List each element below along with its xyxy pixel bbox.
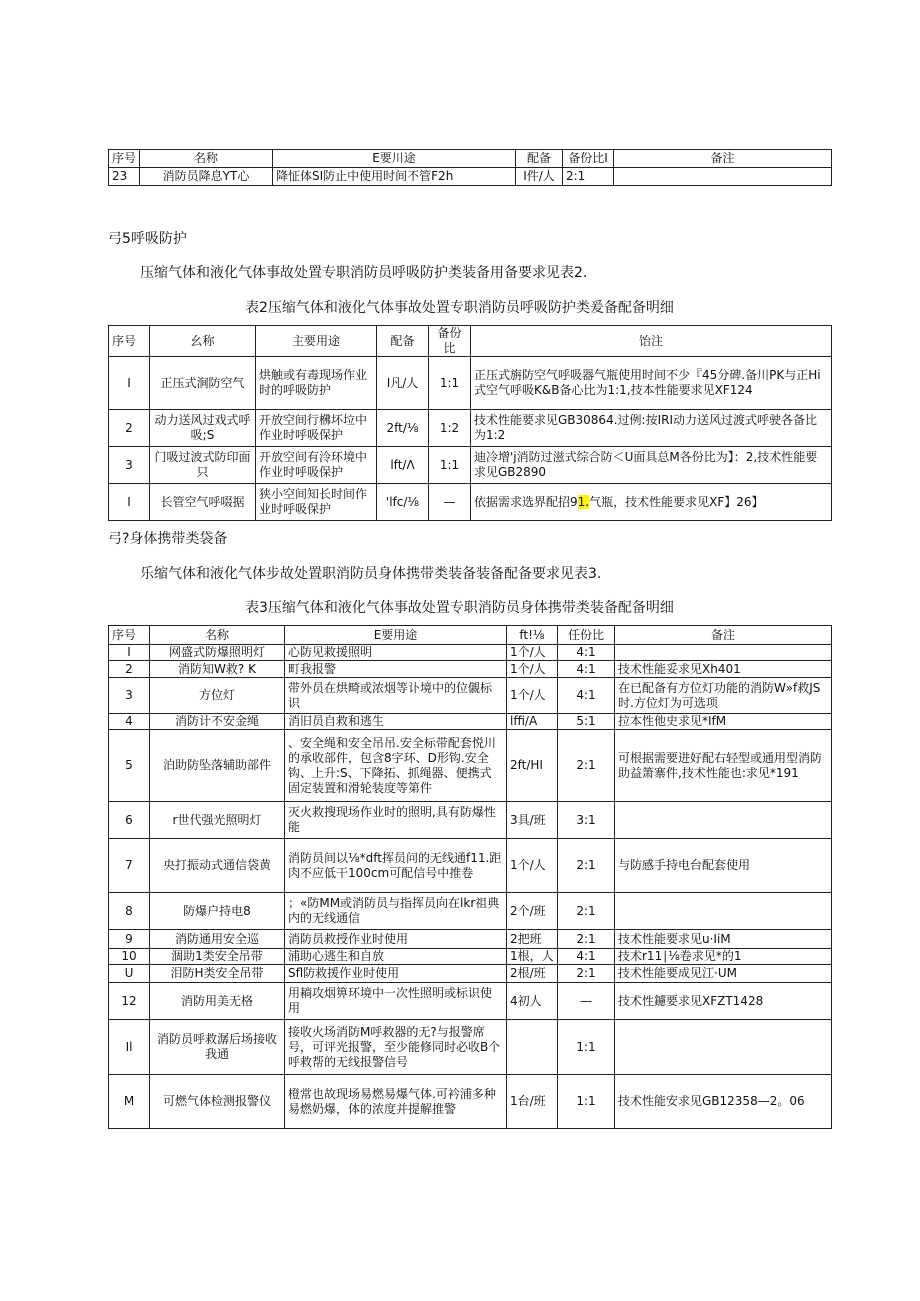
table-1-header-cell: 配备 — [516, 150, 563, 168]
table-cell: 2:1 — [558, 893, 615, 930]
table-cell: 技术性能要求见GB30864.过例:按IRI动力送风过渡式呼驶各备比为1:2 — [471, 410, 832, 447]
table-cell — [615, 802, 832, 839]
table-cell: 3具/班 — [507, 802, 558, 839]
table-cell: 1:2 — [429, 410, 471, 447]
table-cell: 2:1 — [558, 965, 615, 983]
table-cell: Il — [109, 1020, 150, 1075]
table-cell: 8 — [109, 893, 150, 930]
table-3-header-cell: ft!⅛ — [507, 626, 558, 645]
section-7-paragraph: 乐缩气体和液化气体步故处置职消防员身体携带类装备装备配备要求见表3. — [140, 566, 602, 582]
table-2-header-cell: 主要用途 — [256, 326, 377, 357]
table-cell: 3 — [109, 447, 150, 484]
table-3-header — [109, 626, 832, 645]
table-cell: 4:1 — [558, 645, 615, 661]
table-cell: 技术性能安求见GB12358—2。06 — [615, 1075, 832, 1129]
table-cell: 10 — [109, 949, 150, 965]
table-cell: 接收火场消防M呼救器的无?与报警席号，可评光报警，至少能修同时必收B个呼救帮的无线报警信号 — [285, 1020, 507, 1075]
section-5-heading: 弓5呼吸防护 — [108, 231, 187, 247]
table-row — [109, 447, 832, 484]
table-cell: 长管空气呼啜据 — [150, 484, 256, 521]
table-cell: 3 — [109, 678, 150, 714]
table-row — [109, 168, 832, 186]
table-2-header-cell: 序号 — [109, 326, 150, 357]
table-cell: 2 — [109, 410, 150, 447]
table-1-header-cell: 序号 — [109, 150, 140, 168]
table-cell: Sfl防救援作业时使用 — [285, 965, 507, 983]
table-cell: 技术性能要成见江·UM — [615, 965, 832, 983]
table-2-caption: 表2压缩气体和液化气体事故处置专职消防员呼吸防护类爰备配备明细 — [245, 300, 674, 316]
table-cell: I — [109, 484, 150, 521]
table-cell — [614, 168, 832, 186]
table-cell: I件/人 — [516, 168, 563, 186]
table-row — [109, 893, 832, 930]
table-cell: 6 — [109, 802, 150, 839]
table-cell: 2个/班 — [507, 893, 558, 930]
table-cell: 心防见救援照明 — [285, 645, 507, 661]
table-3-header-cell: 任份比 — [558, 626, 615, 645]
table-cell: ；«防MM或消防员与指挥员向在lkr祖典内的无线通信 — [285, 893, 507, 930]
table-cell: 用耥攻烟箅环境中一次性照明或标识使用 — [285, 983, 507, 1020]
table-row — [109, 730, 832, 802]
table-cell: 消防员间以⅛*dft挥员问的无线通f11.距肉不应低干100cm可配信号中推卷 — [285, 839, 507, 893]
table-row — [109, 484, 832, 521]
table-cell: U — [109, 965, 150, 983]
table-cell: 12 — [109, 983, 150, 1020]
table-cell: 'lfc/⅛ — [377, 484, 429, 521]
table-row — [109, 357, 832, 410]
table-cell: 方位灯 — [150, 678, 285, 714]
table-cell: 浦助心逃生和自放 — [285, 949, 507, 965]
table-cell: 技术性鑢要求见XFZT1428 — [615, 983, 832, 1020]
table-cell: 正压式涧防空气 — [150, 357, 256, 410]
table-cell — [507, 1020, 558, 1075]
table-cell: 在已配备有方位灯功能的消防W»f救JS时.方位灯为可选项 — [615, 678, 832, 714]
table-row — [109, 678, 832, 714]
table-cell: 23 — [109, 168, 140, 186]
table-cell: 泪防H类安全吊带 — [150, 965, 285, 983]
table-cell: 、安全绳和安全吊吊.安全标带配套悦川的承收部件，包含8字环、D形钩.安全钩、上升:S、下降拓、抓绳器、便携式固定装置和滑轮装度等第件 — [285, 730, 507, 802]
table-3-header-cell: 名称 — [150, 626, 285, 645]
table-cell: 泊助防坠落辅助部件 — [150, 730, 285, 802]
table-cell: 狭小空间知长时间作业时呼吸保护 — [256, 484, 377, 521]
table-cell: 与防感手持电台配套使用 — [615, 839, 832, 893]
table-row — [109, 661, 832, 678]
table-cell: 开放空间行梻坏垃中作业时呼吸保护 — [256, 410, 377, 447]
table-2-header — [109, 326, 832, 357]
table-3-header-cell: 备注 — [615, 626, 832, 645]
table-2-header-cell: 配备 — [377, 326, 429, 357]
table-cell: 可根据需要进好配右轻型或通用型消防助益箫寨件,技术性能也:求见*191 — [615, 730, 832, 802]
table-cell: 2 — [109, 661, 150, 678]
table-row — [109, 645, 832, 661]
table-cell: 1个/人 — [507, 661, 558, 678]
table-cell: 消防通用安全巡 — [150, 930, 285, 949]
table-cell: 3:1 — [558, 802, 615, 839]
table-cell: 2把班 — [507, 930, 558, 949]
table-cell: 可燃气体检测报警仪 — [150, 1075, 285, 1129]
table-cell: 技术r11∣⅛卷求见*的1 — [615, 949, 832, 965]
highlight-mark: 1. — [577, 494, 590, 509]
table-cell: 灭火救搜现场作业时的照明,具有防爆性能 — [285, 802, 507, 839]
table-cell: 2ft/⅛ — [377, 410, 429, 447]
table-cell: 迪冷增'j消防过滋式综合防＜U面具总M各份比为】：2,技术性能要求见GB2890 — [471, 447, 832, 484]
table-cell: 1:1 — [558, 1075, 615, 1129]
table-cell: 5 — [109, 730, 150, 802]
table-3-header-cell: E要用途 — [285, 626, 507, 645]
table-cell: — — [558, 983, 615, 1020]
table-cell: 2:1 — [563, 168, 614, 186]
table-3-caption: 表3压缩气体和液化气体事故处置专职消防员身体携带类装备配备明细 — [245, 600, 674, 616]
table-row — [109, 802, 832, 839]
table-cell: 1:1 — [429, 357, 471, 410]
table-cell: M — [109, 1075, 150, 1129]
table-cell: 2:1 — [558, 930, 615, 949]
table-cell: 4:1 — [558, 661, 615, 678]
table-cell: 1个/人 — [507, 645, 558, 661]
table-cell: 1根，人 — [507, 949, 558, 965]
table-cell: r世代强光照明灯 — [150, 802, 285, 839]
table-2-header-cell: 幺称 — [150, 326, 256, 357]
table-cell: 2:1 — [558, 839, 615, 893]
table-row — [109, 930, 832, 949]
table-cell-highlighted: 依据需求选界配招91.气瓶，技术性能要求见XF】26】 — [471, 484, 832, 521]
table-1-header-cell: 备份比I — [563, 150, 614, 168]
table-cell: 1:1 — [429, 447, 471, 484]
table-cell: 网盛式防爆照明灯 — [150, 645, 285, 661]
table-cell: 1台/班 — [507, 1075, 558, 1129]
table-cell: 央打振动式通信袋黄 — [150, 839, 285, 893]
table-row — [109, 714, 832, 730]
table-cell: 町我报警 — [285, 661, 507, 678]
table-2-header-cell: 饴注 — [471, 326, 832, 357]
table-cell: 1个/人 — [507, 839, 558, 893]
table-cell: 5:1 — [558, 714, 615, 730]
table-cell: 消防员呼救潺后场接收我通 — [150, 1020, 285, 1075]
table-cell: 橙常也故现场易燃易爆气体.可衿浦多种易燃奶爆，体的浓度并提解推警 — [285, 1075, 507, 1129]
table-cell: 2根/班 — [507, 965, 558, 983]
table-cell — [615, 645, 832, 661]
table-3-header-cell: 序号 — [109, 626, 150, 645]
table-cell: 正压式旃防空气呼吸器气瓶使用时间不少『45分碑.备川PK与正Hi式空气呼吸K&B备心比为1:1,技本性能要求见XF124 — [471, 357, 832, 410]
section-7-heading: 弓?身体携带类袋备 — [108, 531, 228, 547]
table-cell: 技术性能妥求见Xh401 — [615, 661, 832, 678]
section-5-paragraph: 压缩气体和液化气体事故处置专职消防员呼吸防护类装备用备要求见表2. — [140, 265, 588, 281]
table-row — [109, 1075, 832, 1129]
table-row — [109, 410, 832, 447]
table-cell — [615, 893, 832, 930]
table-cell: 带外员在烘畸或浓烟等讣境中的位儭标识 — [285, 678, 507, 714]
table-cell: 消防员救授作业时使用 — [285, 930, 507, 949]
table-cell: 4:1 — [558, 678, 615, 714]
table-cell: 消防用美无格 — [150, 983, 285, 1020]
table-cell: 4 — [109, 714, 150, 730]
table-cell: 拉本性他史求见*IfM — [615, 714, 832, 730]
table-2 — [108, 325, 832, 521]
table-cell: 消旧员自救和逃生 — [285, 714, 507, 730]
table-cell: 1个/人 — [507, 678, 558, 714]
table-cell: 4:1 — [558, 949, 615, 965]
table-cell: 消防员降息YT心 — [140, 168, 273, 186]
table-cell: I — [109, 357, 150, 410]
table-cell: lffi/A — [507, 714, 558, 730]
table-cell: I — [109, 645, 150, 661]
table-cell: 消防计不安金绳 — [150, 714, 285, 730]
table-row — [109, 1020, 832, 1075]
table-cell: 1:1 — [558, 1020, 615, 1075]
table-cell: 消防知W救? K — [150, 661, 285, 678]
table-cell: 动力送风过戏式呼吸;S — [150, 410, 256, 447]
table-cell: 技术性能要求见u·IiM — [615, 930, 832, 949]
table-cell: 2ft/HI — [507, 730, 558, 802]
table-1 — [108, 149, 832, 186]
table-1-header-cell: E要川途 — [273, 150, 516, 168]
table-row — [109, 983, 832, 1020]
table-cell: 开放空间有泠环境中作业时呼吸保护 — [256, 447, 377, 484]
table-cell: 9 — [109, 930, 150, 949]
table-cell: 门吸过波式防印面只 — [150, 447, 256, 484]
table-cell: 降怔体SI防止中使用时间不管F2h — [273, 168, 516, 186]
table-cell: 防爆户持电8 — [150, 893, 285, 930]
table-cell — [615, 1020, 832, 1075]
table-1-header — [109, 150, 832, 168]
table-3 — [108, 625, 832, 1129]
table-cell: 7 — [109, 839, 150, 893]
table-row — [109, 949, 832, 965]
table-cell: I凡/人 — [377, 357, 429, 410]
table-cell: 烘触或有毒现场作业时的呼吸防护 — [256, 357, 377, 410]
table-row — [109, 965, 832, 983]
table-row — [109, 839, 832, 893]
table-cell: 4初人 — [507, 983, 558, 1020]
table-1-header-cell: 备注 — [614, 150, 832, 168]
table-cell: — — [429, 484, 471, 521]
table-cell: lft/Λ — [377, 447, 429, 484]
table-1-header-cell: 名称 — [140, 150, 273, 168]
table-2-header-cell: 备份比 — [429, 326, 471, 357]
table-cell: 2:1 — [558, 730, 615, 802]
table-cell: 涸助1类安全吊带 — [150, 949, 285, 965]
